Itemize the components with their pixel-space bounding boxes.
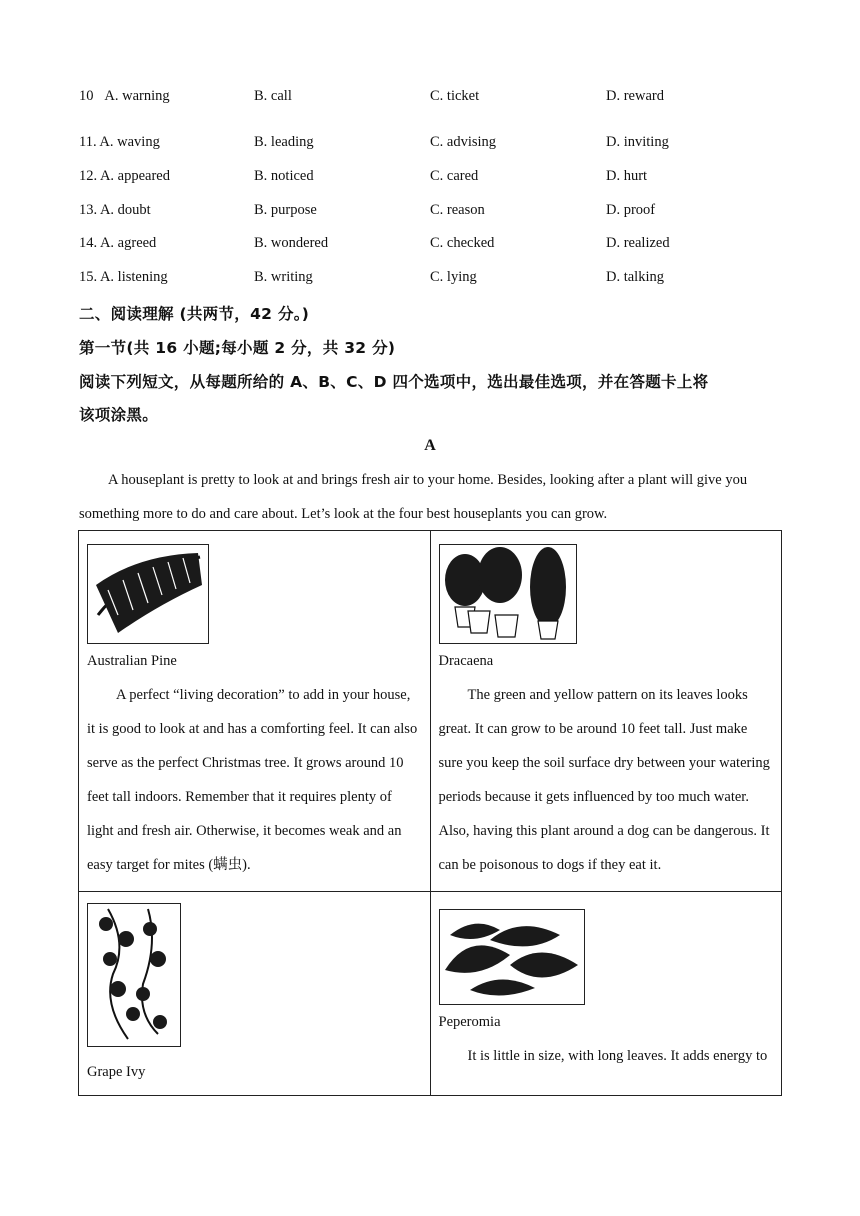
question-row	[79, 134, 779, 154]
option-d: D. talking	[606, 269, 664, 285]
plant-cell-dracaena	[430, 531, 782, 892]
option-b: B. purpose	[254, 202, 317, 218]
passage-title: A	[424, 437, 436, 454]
question-row	[79, 168, 779, 188]
leafy-plant-illustration	[439, 909, 585, 1005]
potted-plants-illustration	[439, 544, 577, 644]
part-title: 第一节(共 16 小题;每小题 2 分，共 32 分)	[79, 339, 396, 357]
plant-name: Dracaena	[438, 653, 494, 669]
option-d: D. inviting	[606, 134, 669, 150]
plant-cell-grape-ivy	[79, 892, 431, 1096]
option-c: C. advising	[430, 134, 497, 150]
pine-branch-illustration	[87, 544, 209, 644]
passage-intro	[79, 463, 781, 531]
question-row	[79, 269, 779, 289]
section-title: 二、阅读理解 (共两节，42 分。)	[79, 305, 310, 323]
ivy-vine-illustration	[87, 903, 181, 1047]
option-c: C. checked	[430, 235, 495, 251]
plant-description: It is little in size, with long leaves. It adds energy to	[467, 1048, 768, 1064]
intro-paragraph: A houseplant is pretty to look at and brings fresh air to your home. Besides, looking after a plant will give you something more to do and care about. Let’s look at the four best houseplants you can grow.	[79, 472, 748, 522]
question-row	[79, 235, 779, 255]
question-label: 10 A. warning	[79, 88, 170, 104]
option-c: C. cared	[430, 168, 479, 184]
option-b: B. wondered	[254, 235, 329, 251]
option-c: C. lying	[430, 269, 477, 285]
instruction-line-2: 该项涂黑。	[79, 406, 159, 424]
plant-description: A perfect “living decoration” to add in your house, it is good to look at and has a comforting feel. It can also serve as the perfect Christmas tree. It grows around 10 feet tall indoors. Remember that it requires plenty of light and fresh air. Otherwise, it becomes weak and an easy target for mites (螨虫).	[87, 687, 418, 873]
question-label: 11. A. waving	[79, 134, 160, 150]
option-d: D. realized	[606, 235, 670, 251]
question-row	[79, 88, 779, 108]
question-label: 13. A. doubt	[79, 202, 151, 218]
question-row	[79, 202, 779, 222]
option-b: B. noticed	[254, 168, 314, 184]
option-d: D. reward	[606, 88, 664, 104]
option-b: B. writing	[254, 269, 313, 285]
instruction-line-1: 阅读下列短文，从每题所给的 A、B、C、D 四个选项中，选出最佳选项，并在答题卡上将	[79, 373, 709, 391]
question-label: 12. A. appeared	[79, 168, 170, 184]
plant-name: Grape Ivy	[87, 1064, 146, 1080]
plant-cell-peperomia	[430, 892, 782, 1096]
option-b: B. call	[254, 88, 292, 104]
option-c: C. ticket	[430, 88, 480, 104]
option-d: D. hurt	[606, 168, 648, 184]
plant-name: Australian Pine	[87, 653, 177, 669]
question-label: 15. A. listening	[79, 269, 168, 285]
plant-name: Peperomia	[438, 1014, 501, 1030]
plants-table	[78, 530, 782, 1096]
question-label: 14. A. agreed	[79, 235, 157, 251]
option-d: D. proof	[606, 202, 656, 218]
option-b: B. leading	[254, 134, 314, 150]
option-c: C. reason	[430, 202, 485, 218]
plant-description: The green and yellow pattern on its leaves looks great. It can grow to be around 10 feet tall. Just make sure you keep the soil surface dry between your watering periods because it gets influenced by too much water. Also, having this plant around a dog can be dangerous. It can be poisonous to dogs if they eat it.	[438, 687, 770, 873]
plant-cell-australian-pine	[79, 531, 431, 892]
